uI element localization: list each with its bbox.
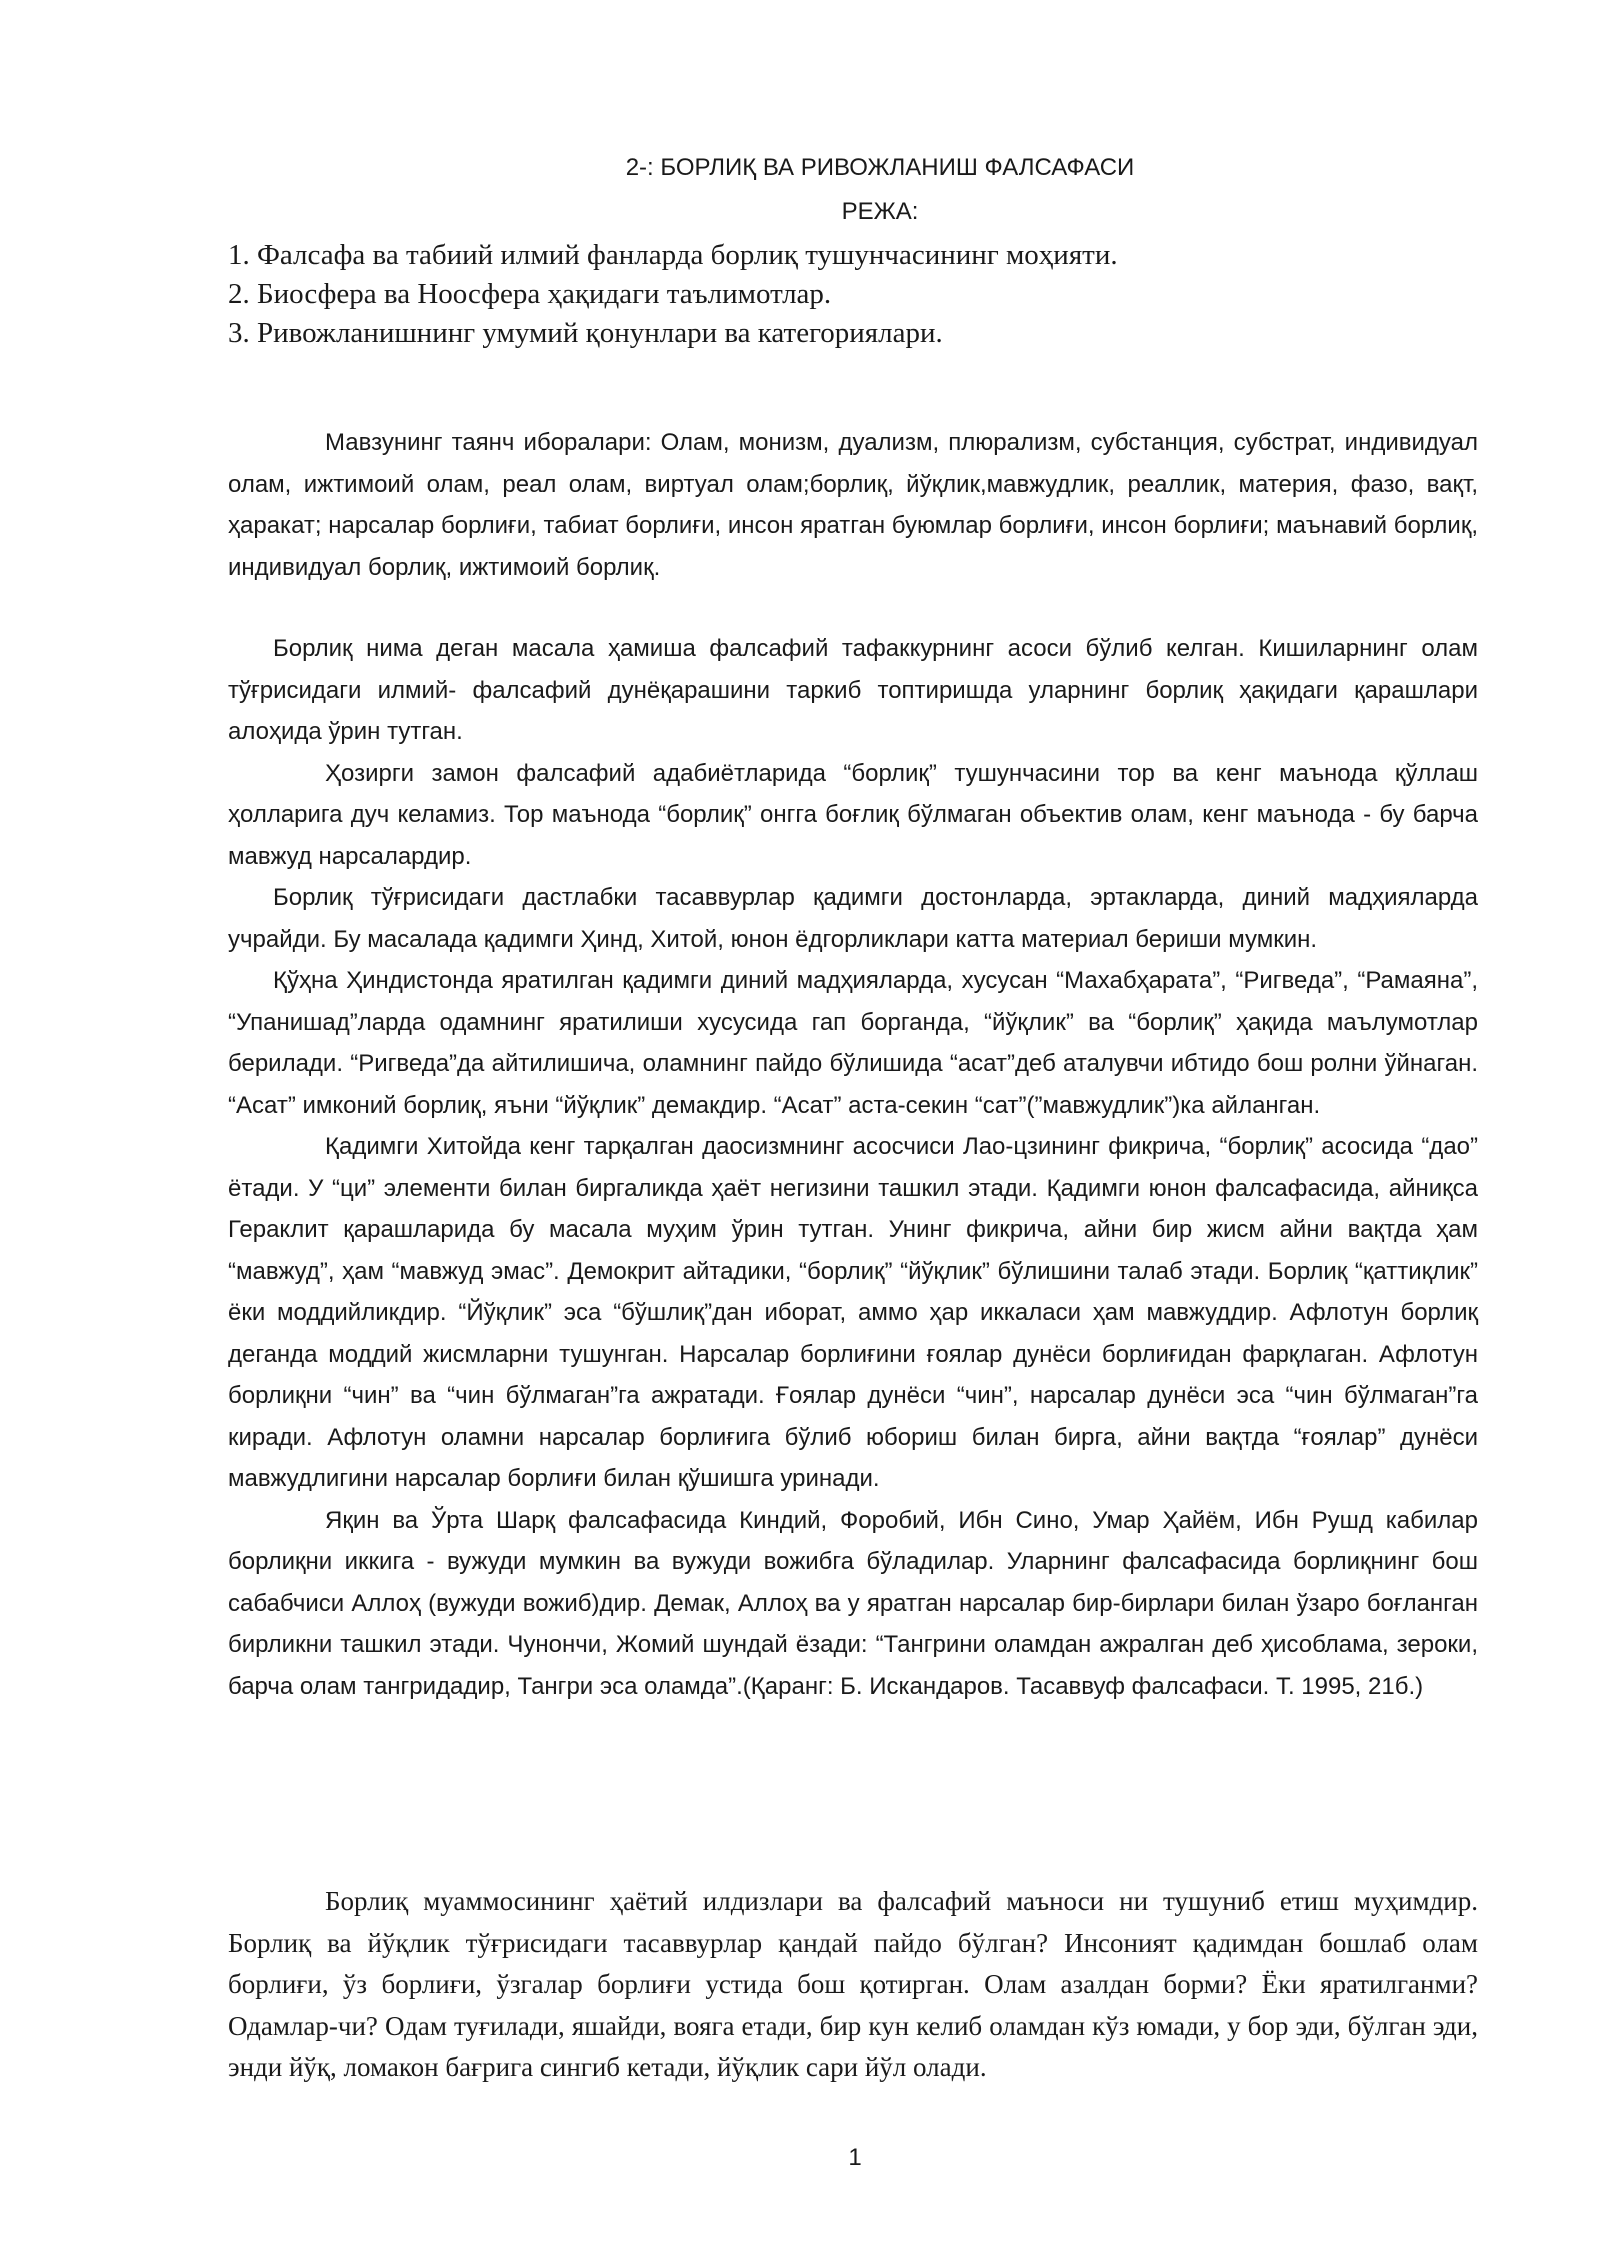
paragraph: Борлиқ тўғрисидаги дастлабки тасаввурлар қадимги достонларда, эртакларда, диний мадҳияларда учрайди. Бу масалада қадимги Ҳинд, Хитой, юнон ёдгорликлари катта материал бериши мумкин. [228, 884, 1478, 953]
paragraph: Борлиқ нима деган масала ҳамиша фалсафий тафаккурнинг асоси бўлиб келган. Кишиларнинг олам тўғрисидаги илмий- фалсафий дунёқарашини таркиб топтиришда уларнинг борлиқ ҳақидаги қарашлари алоҳида ўрин тутган. [228, 635, 1478, 745]
paragraph: Қўҳна Ҳиндистонда яратилган қадимги диний мадҳияларда, хусусан “Махабҳарата”, “Ригведа”, “Рамаяна”, “Упанишад”ларда одамнинг яратилиши хусусида гап борганда, “йўқлик” ва “борлиқ” ҳақида маълумотлар берилади. “Ригведа”да айтилишича, оламнинг пайдо бўлишида “асат”деб аталувчи ибтидо бош ролни ўйнаган. “Асат” имконий борлиқ, яъни “йўқлик” демакдир. “Асат” аста-секин “сат”(”мавжудлик”)ка айланган. [228, 967, 1478, 1119]
plan-item: 1. Фалсафа ва табиий илмий фанларда борлиқ тушунчасининг моҳияти. [228, 239, 1118, 271]
body-text [228, 628, 1478, 1707]
body-text-serif [228, 1881, 1478, 2089]
paragraph: Яқин ва Ўрта Шарқ фалсафасида Киндий, Форобий, Ибн Сино, Умар Ҳайём, Ибн Рушд кабилар борлиқни иккига - вужуди мумкин ва вужуди вожибга бўладилар. Уларнинг фалсафасида борлиқнинг бош сабабчиси Аллоҳ (вужуди вожиб)дир. Демак, Аллоҳ ва у яратган нарсалар бир-бирлари билан ўзаро боғланган бирликни ташкил этади. Чунончи, Жомий шундай ёзади: “Тангрини оламдан ажралган деб ҳисоблама, зероки, барча олам тангридадир, Тангри эса оламда”.(Қаранг: Б. Искандаров. Тасаввуф фалсафаси. Т. 1995, 21б.) [228, 1506, 1478, 1700]
page-number: 1 [848, 2144, 862, 2171]
plan-list [228, 236, 1428, 353]
plan-item: 3. Ривожланишнинг умумий қонунлари ва категориялари. [228, 317, 943, 349]
keywords-block [228, 422, 1478, 588]
paragraph: Қадимги Хитойда кенг тарқалган даосизмнинг асосчиси Лао-цзининг фикрича, “борлиқ” асосида “дао” ётади. У “ци” элементи билан биргаликда ҳаёт негизини ташкил этади. Қадимги юнон фалсафасида, айниқса Гераклит қарашларида бу масала муҳим ўрин тутган. Унинг фикрича, айни бир жисм айни вақтда ҳам “мавжуд”, ҳам “мавжуд эмас”. Демокрит айтадики, “борлиқ” “йўқлик” бўлишини талаб этади. Борлиқ “қаттиқлик” ёки моддийликдир. “Йўқлик” эса “бўшлиқ”дан иборат, аммо ҳар иккаласи ҳам мавжуддир. Афлотун борлиқ деганда моддий жисмларни тушунган. Нарсалар борлиғини ғоялар дунёси борлиғидан фарқлаган. Афлотун борлиқни “чин” ва “чин бўлмаган”га ажратади. Ғоялар дунёси “чин”, нарсалар дунёси эса “чин бўлмаган”га киради. Афлотун оламни нарсалар борлиғига бўлиб юбориш билан бирга, айни вақтда “ғоялар” дунёси мавжудлигини нарсалар борлиғи билан қўшишга уринади. [228, 1133, 1478, 1492]
plan-item: 2. Биосфера ва Ноосфера ҳақидаги таълимотлар. [228, 278, 832, 310]
paragraph: Борлиқ муаммосининг ҳаётий илдизлари ва фалсафий маъноси ни тушуниб етиш муҳимдир. Борлиқ ва йўқлик тўғрисидаги тасаввурлар қандай пайдо бўлган? Инсоният қадимдан бошлаб олам борлиғи, ўз борлиғи, ўзгалар борлиғи устида бош қотирган. Олам азалдан борми? Ёки яратилганми? Одамлар-чи? Одам туғилади, яшайди, вояга етади, бир кун келиб оламдан кўз юмади, у бор эди, бўлган эди, энди йўқ, ломакон бағрига сингиб кетади, йўқлик сари йўл олади. [228, 1886, 1478, 2082]
plan-heading: РЕЖА: [841, 198, 919, 225]
paragraph: Ҳозирги замон фалсафий адабиётларида “борлиқ” тушунчасини тор ва кенг маънода қўллаш ҳолларига дуч келамиз. Тор маънода “борлиқ” онгга боғлиқ бўлмаган объектив олам, кенг маънода - бу барча мавжуд нарсалардир. [228, 759, 1478, 870]
document-title: 2-: БОРЛИҚ ВА РИВОЖЛАНИШ ФАЛСАФАСИ [625, 154, 1135, 181]
keywords-paragraph: Мавзунинг таянч иборалари: Олам, монизм, дуализм, плюрализм, субстанция, субстрат, индивидуал олам, ижтимоий олам, реал олам, виртуал олам;борлиқ, йўқлик,мавжудлик, реаллик, материя, фазо, вақт, ҳаракат; нарсалар борлиғи, табиат борлиғи, инсон яратган буюмлар борлиғи, инсон борлиғи; маънавий борлиқ, индивидуал борлиқ, ижтимоий борлиқ. [228, 429, 1478, 581]
